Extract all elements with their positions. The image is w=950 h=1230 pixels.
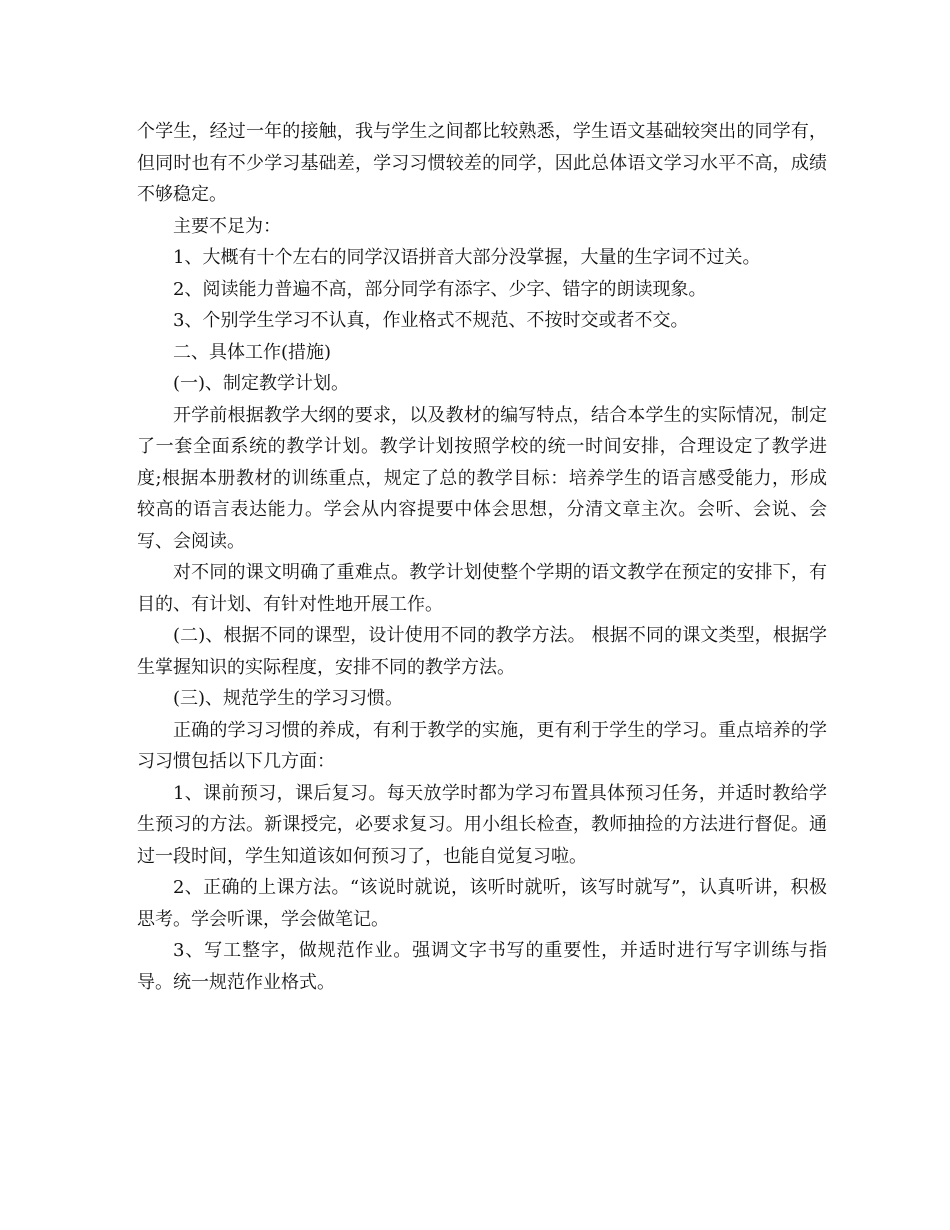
paragraph-study-habits-intro: 正确的学习习惯的养成，有利于教学的实施，更有利于学生的学习。重点培养的学习习惯包括以下几方面： bbox=[137, 719, 827, 772]
document-body bbox=[137, 116, 827, 998]
paragraph-habit-1: 1、课前预习，课后复习。每天放学时都为学习布置具体预习任务，并适时教给学生预习的方法。新课授完，必要求复习。用小组长检查，教师抽捡的方法进行督促。通过一段时间，学生知道该如何预习了，也能自觉复习啦。 bbox=[137, 782, 827, 867]
paragraph-teaching-plan: 开学前根据教学大纲的要求，以及教材的编写特点，结合本学生的实际情况，制定了一套全面系统的教学计划。教学计划按照学校的统一时间安排，合理设定了教学进度;根据本册教材的训练重点，规定了总的教学目标：培养学生的语言感受能力，形成较高的语言表达能力。学会从内容提要中体会思想，分清文章主次。会听、会说、会写、会阅读。 bbox=[137, 404, 827, 552]
section-heading-measures: 二、具体工作(措施) bbox=[173, 341, 332, 363]
subheading-teaching-plan: (一)、制定教学计划。 bbox=[173, 373, 350, 394]
paragraph-habit-3: 3、写工整字，做规范作业。强调文字书写的重要性，并适时进行写字训练与指导。统一规范作业格式。 bbox=[137, 940, 827, 993]
paragraph-teaching-methods: (二)、根据不同的课型，设计使用不同的教学方法。 根据不同的课文类型，根据学生掌握知识的实际程度，安排不同的教学方法。 bbox=[137, 625, 827, 678]
paragraph-habit-2: 2、正确的上课方法。“该说时就说，该听时就听，该写时就写”，认真听讲，积极思考。学会听课，学会做笔记。 bbox=[137, 877, 827, 930]
paragraph-shortcoming-1: 1、大概有十个左右的同学汉语拼音大部分没掌握，大量的生字词不过关。 bbox=[173, 247, 761, 268]
subheading-study-habits: (三)、规范学生的学习习惯。 bbox=[173, 688, 404, 709]
paragraph-shortcomings-heading: 主要不足为： bbox=[173, 215, 281, 237]
paragraph-shortcoming-3: 3、个别学生学习不认真，作业格式不规范、不按时交或者不交。 bbox=[173, 310, 689, 331]
paragraph-key-points: 对不同的课文明确了重难点。教学计划使整个学期的语文教学在预定的安排下，有目的、有计划、有针对性地开展工作。 bbox=[137, 562, 827, 615]
paragraph-shortcoming-2: 2、阅读能力普遍不高，部分同学有添字、少字、错字的朗读现象。 bbox=[173, 278, 707, 300]
paragraph-class-situation: 个学生，经过一年的接触，我与学生之间都比较熟悉，学生语文基础较突出的同学有，但同时也有不少学习基础差，学习习惯较差的同学，因此总体语文学习水平不高，成绩不够稳定。 bbox=[137, 121, 827, 205]
